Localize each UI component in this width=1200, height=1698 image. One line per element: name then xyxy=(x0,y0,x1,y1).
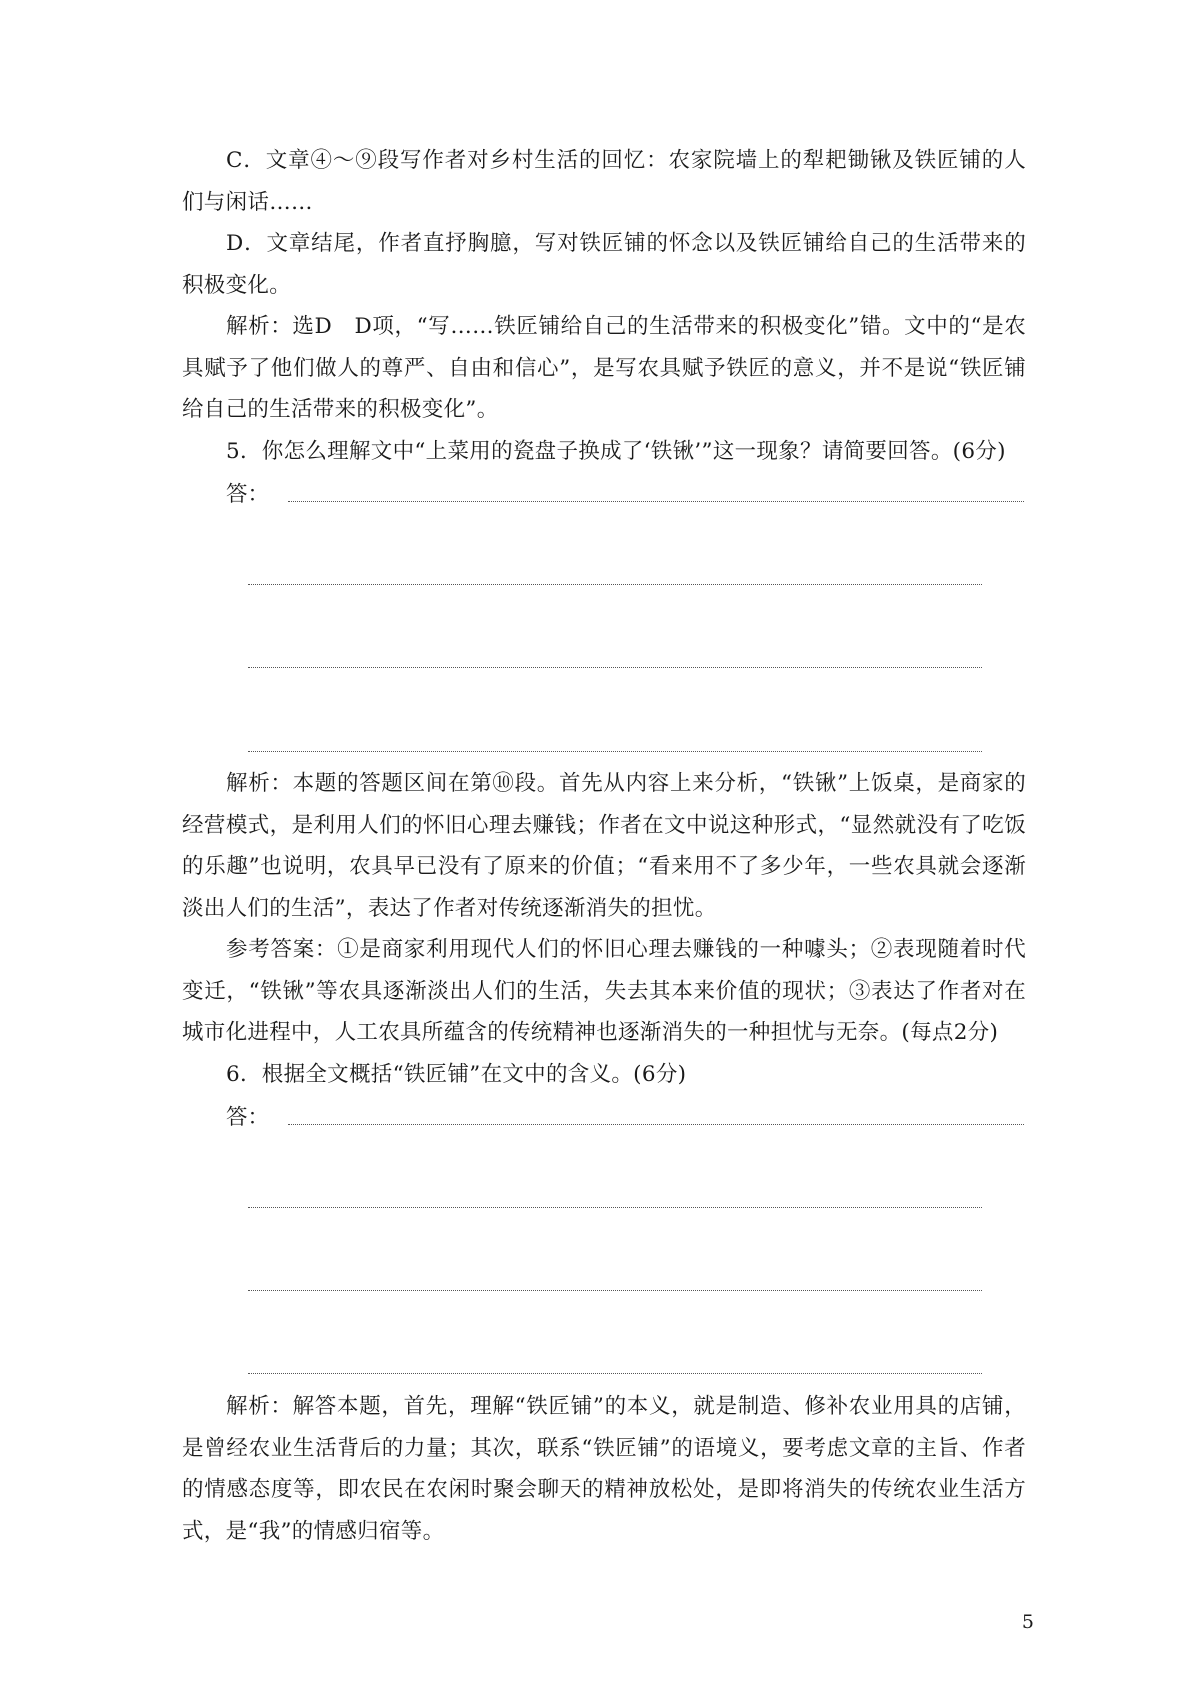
answer-label-q6: 答： xyxy=(226,1105,270,1130)
answer-label-q5: 答： xyxy=(226,482,270,507)
analysis-question-6: 解析：解答本题，首先，理解“铁匠铺”的本义，就是制造、修补农业用具的店铺，是曾经农业生活背后的力量；其次，联系“铁匠铺”的语境义，要考虑文章的主旨、作者的情感态度等，即农民在农闲时聚会聊天的精神放松处，是即将消失的传统农业生活方式，是“我”的情感归宿等。 xyxy=(182,1394,1026,1544)
option-d: D．文章结尾，作者直抒胸臆，写对铁匠铺的怀念以及铁匠铺给自己的生活带来的积极变化。 xyxy=(182,231,1026,298)
answer-line-q5-4[interactable] xyxy=(248,751,982,752)
answer-line-q6-3[interactable] xyxy=(248,1290,982,1291)
answer-line-q6-1[interactable] xyxy=(288,1124,1024,1125)
option-c: C．文章④～⑨段写作者对乡村生活的回忆：农家院墙上的犁耙锄锹及铁匠铺的人们与闲话…… xyxy=(182,148,1026,215)
question-5: 5．你怎么理解文中“上菜用的瓷盘子换成了‘铁锹’”这一现象？请简要回答。(6分) xyxy=(226,439,1006,464)
reference-answer-q5: 参考答案：①是商家利用现代人们的怀旧心理去赚钱的一种噱头；②表现随着时代变迁，“铁锹”等农具逐渐淡出人们的生活，失去其本来价值的现状；③表达了作者对在城市化进程中，人工农具所蕴含的传统精神也逐渐消失的一种担忧与无奈。(每点2分) xyxy=(182,937,1026,1045)
answer-line-q5-1[interactable] xyxy=(288,501,1024,502)
analysis-question-4: 解析：选D D项，“写……铁匠铺给自己的生活带来的积极变化”错。文中的“是农具赋予了他们做人的尊严、自由和信心”，是写农具赋予铁匠的意义，并不是说“铁匠铺给自己的生活带来的积极变化”。 xyxy=(182,314,1026,422)
answer-row-q6 xyxy=(182,1097,1026,1139)
answer-line-q5-3[interactable] xyxy=(248,667,982,668)
page-number: 5 xyxy=(1021,1611,1034,1633)
answer-line-q6-4[interactable] xyxy=(248,1373,982,1374)
answer-row-q5 xyxy=(182,474,1026,516)
question-6: 6．根据全文概括“铁匠铺”在文中的含义。(6分) xyxy=(226,1062,687,1087)
answer-line-q5-2[interactable] xyxy=(248,584,982,585)
answer-line-q6-2[interactable] xyxy=(248,1207,982,1208)
analysis-question-5: 解析：本题的答题区间在第⑩段。首先从内容上来分析，“铁锹”上饭桌，是商家的经营模式，是利用人们的怀旧心理去赚钱；作者在文中说这种形式，“显然就没有了吃饭的乐趣”也说明，农具早已没有了原来的价值；“看来用不了多少年，一些农具就会逐渐淡出人们的生活”，表达了作者对传统逐渐消失的担忧。 xyxy=(182,771,1026,921)
